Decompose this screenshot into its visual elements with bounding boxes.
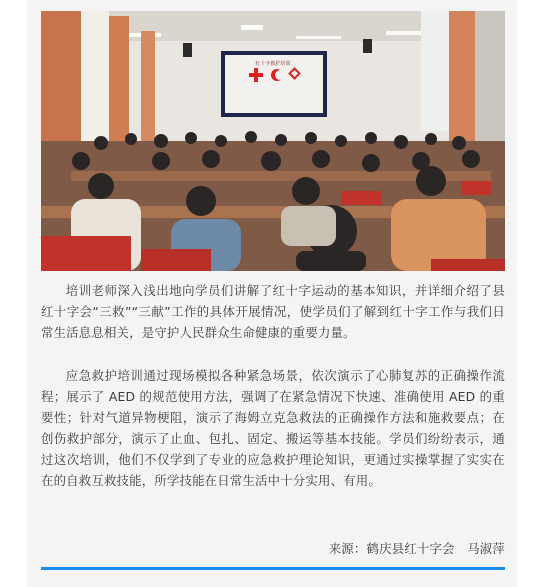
paragraph-intro: 培训老师深入浅出地向学员们讲解了红十字运动的基本知识，并详细介绍了县红十字会“三救”“三献”工作的具体开展情况，使学员们了解到红十字工作与我们日常生活息息相关，是守护人民群众生命健康的重要力量。 (41, 283, 505, 340)
bottom-accent-bar (41, 567, 505, 570)
paragraph-training-details: 应急救护培训通过现场模拟各种紧急场景，依次演示了心肺复苏的正确操作流程；展示了 AED 的规范使用方法，强调了在紧急情况下快速、准确使用 AED 的重要性；针对气道异物梗阻，演示了海姆立克急救法的正确操作方法和施救要点；在创伤救护部分，演示了止血、包扎、固定、搬运等基本技能。学员们纷纷表示，通过这次培训，他们不仅学到了专业的应急救护理论知识，更通过实操掌握了实实在在的自救互救技能，所学技能在日常生活中十分实用、有用。 (41, 368, 505, 488)
article-source: 来源：鹤庆县红十字会 马淑萍 (328, 541, 505, 556)
training-photo (41, 11, 505, 271)
classroom-scene-image (41, 11, 505, 271)
screen-title: 红十字救护培训 (255, 61, 291, 67)
